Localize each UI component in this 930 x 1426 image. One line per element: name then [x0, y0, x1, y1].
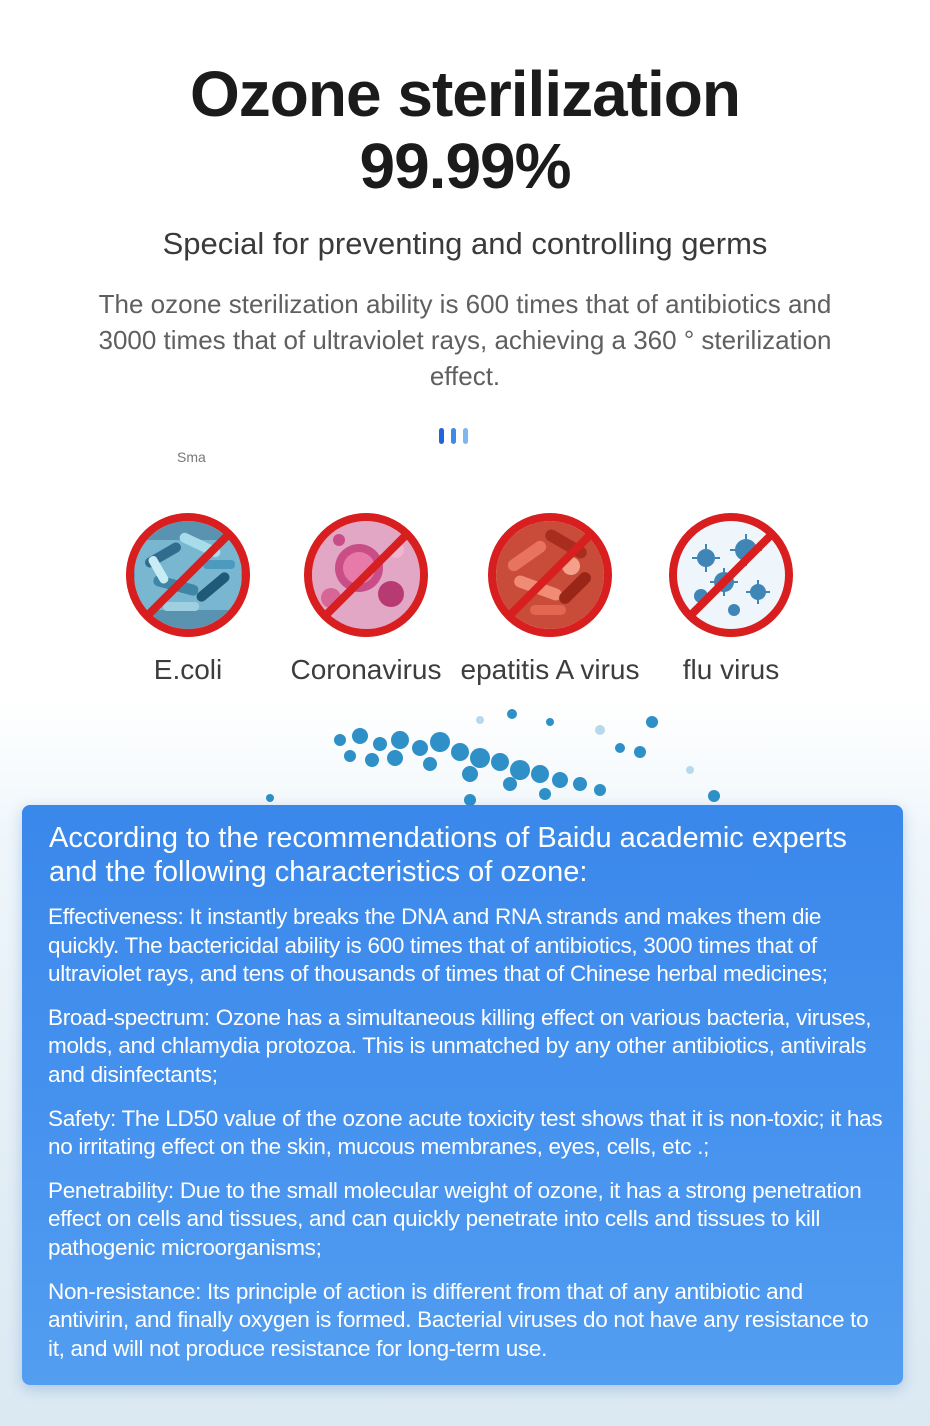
description: The ozone sterilization ability is 600 times that of antibiotics and 3000 times that of ultraviolet rays, achieving a 360 ° sterilization effect.: [98, 289, 832, 391]
paragraph-effectiveness: Effectiveness: It instantly breaks the DNA and RNA strands and makes them die quickly. The bactericidal ability is 600 times that of antibiotics, 3000 times that of ultraviolet rays, and tens of thousands of times that of Chinese herbal medicines;: [48, 904, 828, 987]
coronavirus-banned-icon: [301, 510, 431, 640]
e-coli-banned-icon: [123, 510, 253, 640]
hepatitis-a-banned-icon: [485, 510, 615, 640]
germ-item-hepatitis-a: [455, 510, 645, 686]
title-line-1: Ozone sterilization: [190, 58, 740, 130]
decorative-dots-icon: [439, 428, 468, 444]
page-title: [0, 58, 930, 202]
panel-heading: According to the recommendations of Baidu academic experts and the following characteristics of ozone:: [49, 822, 847, 888]
ozone-characteristics-panel: [22, 805, 903, 1385]
germ-label: flu virus: [682, 654, 780, 685]
subtitle: Special for preventing and controlling germs: [162, 226, 768, 261]
germ-label: epatitis A virus: [460, 654, 640, 685]
paragraph-broad-spectrum: Broad-spectrum: Ozone has a simultaneous killing effect on various bacteria, viruses, molds, and chlamydia protozoa. This is unmatched by any other antibiotics, antivirals and disinfectants;: [48, 1004, 872, 1087]
germ-item-flu-virus: [636, 510, 826, 686]
germ-item-ecoli: [93, 510, 283, 686]
title-line-2: 99.99%: [359, 130, 571, 202]
germ-item-coronavirus: [271, 510, 461, 686]
panel-body: [48, 903, 888, 1378]
paragraph-non-resistance: Non-resistance: Its principle of action is different from that of any antibiotic and antivirin, and finally oxygen is formed. Bacterial viruses do not have any resistance to it, and will not produce resistance for long-term use.: [48, 1278, 869, 1361]
flu-virus-banned-icon: [666, 510, 796, 640]
paragraph-penetrability: Penetrability: Due to the small molecular weight of ozone, it has a strong penetration effect on cells and tissues, and can quickly penetrate into cells and tissues to kill pathogenic microorganisms;: [48, 1177, 862, 1260]
paragraph-safety: Safety: The LD50 value of the ozone acute toxicity test shows that it is non-toxic; it has no irritating effect on the skin, mucous membranes, eyes, cells, etc .;: [48, 1105, 883, 1160]
germ-list: [0, 510, 930, 700]
germ-label: E.coli: [153, 654, 223, 685]
germ-label: Coronavirus: [290, 654, 442, 685]
tiny-caption: Sma: [177, 449, 206, 465]
